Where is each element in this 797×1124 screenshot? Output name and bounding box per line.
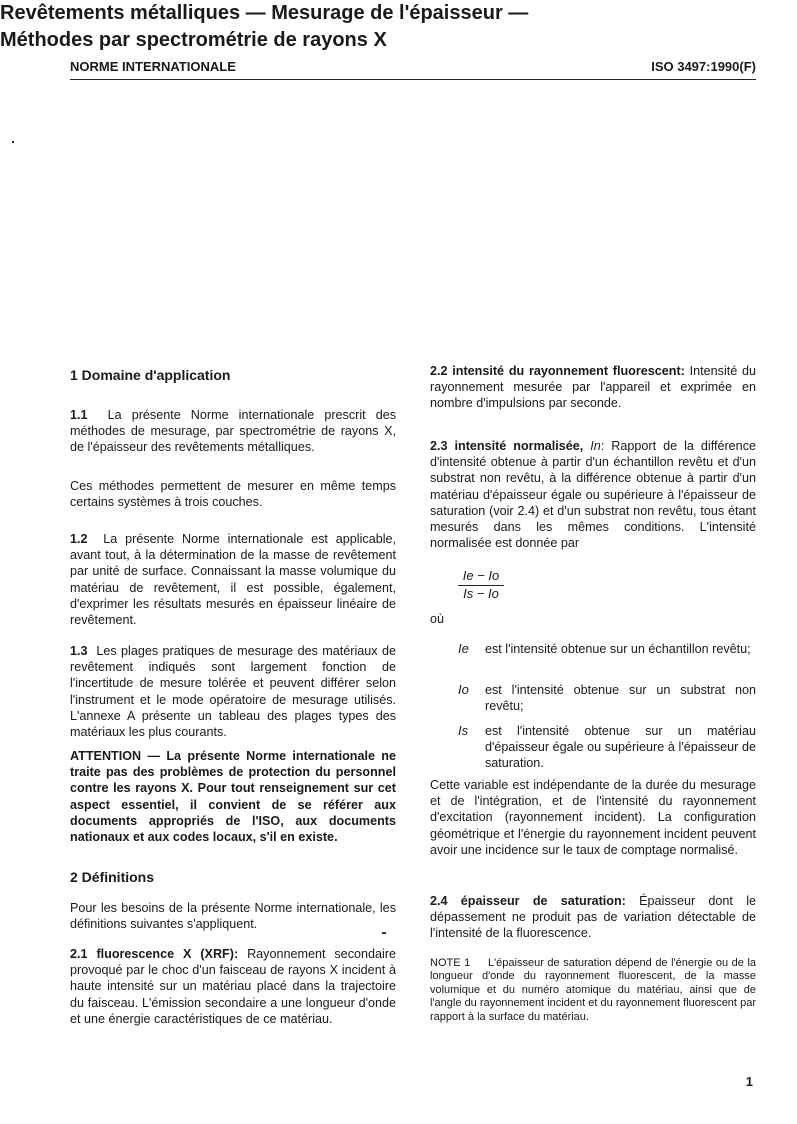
- scan-speck: [382, 932, 386, 934]
- header-left: NORME INTERNATIONALE: [70, 59, 236, 74]
- symbol-is: Is: [458, 723, 469, 738]
- symbol-io: Io: [458, 682, 469, 697]
- definition-2-3-text: : Rapport de la différence d'intensité obtenue à partir d'un échantillon revêtu et d'un substrat non revêtu, à la différence obtenue à partir d'un matériau d'épaisseur égale ou supérieure à l'épaisseur de saturation (voir 2.4) et d'un substrat non revêtu, tous étant mesurés dans les mêmes conditions. L'intensité normalisée est donnée par: [430, 439, 756, 551]
- paragraph-1-2-text: La présente Norme internationale est applicable, avant tout, à la détermination de la masse de revêtement par unité de surface. Connaissant la masse volumique du matériau de revêtement, il est possible, également, d'exprimer les résultats mesurés en épaisseur linéaire de revêtement.: [70, 532, 397, 628]
- variable-independence-paragraph: Cette variable est indépendante de la durée du mesurage et de l'intégration, et de l'intensité du rayonnement d'excitation (rayonnement incident). La configuration géométrique et l'énergie du rayonnement incident peuvent avoir une incidence sur le taux de comptage normalisé.: [430, 778, 756, 857]
- note-1-label: NOTE 1: [430, 957, 471, 969]
- definition-2-4-term: épaisseur de saturation:: [460, 894, 626, 908]
- definition-2-3-symbol: In: [590, 439, 601, 453]
- definition-2-1-text: Rayonnement secondaire provoqué par le choc d'un faisceau de rayons X incident à haute intensité sur un matériau placé dans la trajectoire du faisceau. L'émission secondaire a une longueur d'onde et une énergie caractéristiques de ce matériau.: [70, 947, 396, 1026]
- paragraph-1-1-text: La présente Norme internationale prescrit des méthodes de mesurage, par spectrométrie de rayons X, de l'épaisseur des revêtements métalliques.: [70, 408, 397, 455]
- fraction-denominator: Is − Io: [463, 586, 499, 601]
- title-line-1: Revêtements métalliques — Mesurage de l'épaisseur —: [0, 2, 529, 24]
- note-1-text: L'épaisseur de saturation dépend de l'énergie ou de la longueur d'onde du rayonnement fluorescent, de la masse volumique et du numéro atomique du matériau, ainsi que de l'angle du rayonnement incident et du rayonnement fluorescent par rapport à la surface du matériau.: [430, 957, 757, 1023]
- symbol-ie-text: est l'intensité obtenue sur un échantillon revêtu;: [485, 642, 751, 656]
- definition-2-2-text: Intensité du rayonnement mesurée par l'appareil et exprimée en nombre d'impulsions par seconde.: [430, 364, 757, 411]
- symbol-io-text: est l'intensité obtenue sur un substrat non revêtu;: [485, 683, 756, 714]
- attention-notice: ATTENTION — La présente Norme internationale ne traite pas des problèmes de protection du personnel contre les rayons X. Pour tout renseignement sur cet aspect essentiel, il convient de se référer aux documents appropriés de l'ISO, aux documents nationaux et aux codes locaux, s'il en existe.: [70, 749, 396, 845]
- section-2-heading: 2 Définitions: [70, 869, 155, 885]
- definition-2-1-term: fluorescence X (XRF):: [96, 947, 239, 961]
- paragraph-1-2-number: 1.2: [70, 532, 88, 546]
- definition-2-4-text: Épaisseur dont le dépassement ne produit pas de variation détectable de l'intensité de la fluorescence.: [430, 894, 756, 941]
- paragraph-1-1b: Ces méthodes permettent de mesurer en même temps certains systèmes à trois couches.: [70, 479, 396, 510]
- paragraph-1-2: [70, 531, 396, 628]
- paragraph-1-3-text: Les plages pratiques de mesurage des matériaux de revêtement indiqués sont largement fonction de l'incertitude de mesure tolérée et peuvent différer selon l'instrument et le mode opératoire de mesurage utilisés. L'annexe A présente un tableau des plages types des matériaux les plus courants.: [70, 644, 396, 740]
- definition-2-4: [430, 893, 756, 942]
- section-1-heading: 1 Domaine d'application: [70, 367, 231, 383]
- definition-2-3-term: intensité normalisée,: [454, 439, 584, 453]
- document-title: [0, 0, 660, 54]
- definition-2-3-number: 2.3: [430, 439, 448, 453]
- definition-2-1-number: 2.1: [70, 947, 88, 961]
- title-line-2: Méthodes par spectrométrie de rayons X: [0, 29, 387, 51]
- definition-2-2: [430, 363, 756, 412]
- fraction-numerator: Ie − Io: [462, 568, 500, 583]
- definition-2-4-number: 2.4: [430, 894, 448, 908]
- header-right: ISO 3497:1990(F): [651, 59, 756, 74]
- paragraph-1-3-number: 1.3: [70, 644, 88, 658]
- definition-2-2-number: 2.2: [430, 364, 448, 378]
- definition-2-2-term: intensité du rayonnement fluorescent:: [452, 364, 685, 378]
- paragraph-1-3: [70, 643, 396, 740]
- scan-speck: [12, 141, 14, 143]
- paragraph-1-1-number: 1.1: [70, 408, 88, 422]
- page-number: 1: [745, 1074, 753, 1089]
- where-label: où: [430, 612, 445, 626]
- note-1: [430, 957, 756, 1024]
- symbol-is-text: est l'intensité obtenue sur un matériau d'épaisseur égale ou supérieure à l'épaisseur de saturation.: [485, 724, 756, 771]
- definitions-intro: Pour les besoins de la présente Norme internationale, les définitions suivantes s'appliquent.: [70, 901, 396, 932]
- header-rule: [70, 79, 756, 80]
- symbol-ie: Ie: [458, 641, 469, 656]
- definition-2-1: [70, 946, 396, 1027]
- paragraph-1-1: [70, 407, 396, 456]
- definition-2-3: [430, 438, 756, 551]
